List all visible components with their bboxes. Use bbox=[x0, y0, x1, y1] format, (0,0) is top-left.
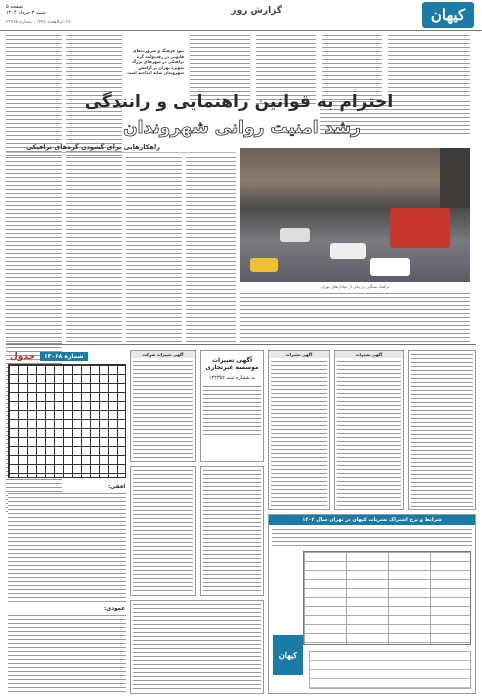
ad-title: آگهی تغییرات موسسه غیرتجاری bbox=[205, 357, 259, 371]
crossword-vertical-label: عمودی: bbox=[104, 606, 125, 612]
notice-title: شرایط و نرخ اشتراک نشریات کیهان در تهران سال ۱۴۰۴ bbox=[269, 515, 475, 525]
notice-form bbox=[309, 651, 471, 689]
ad-body-lines bbox=[411, 353, 473, 507]
photo-car bbox=[330, 243, 366, 259]
ad-body-lines bbox=[133, 603, 261, 691]
crossword-grid bbox=[8, 364, 126, 478]
crossword-vertical-clues bbox=[8, 614, 126, 694]
masthead-rule bbox=[0, 30, 482, 31]
kicker: نبود فرهنگ و ضرورت‌های قانونی در رفت‌وآمد گره ترافیکی در شهرهای بزرگ به‌ویژه تهران بر آرامش شهروندان سایه انداخته است bbox=[127, 48, 184, 75]
subhead: راهکارهایی برای گشودن گره‌های ترافیکی bbox=[25, 143, 160, 151]
ad-body-lines bbox=[203, 385, 261, 435]
page-number: صفحه ۵ bbox=[6, 4, 23, 10]
ad-box bbox=[408, 350, 476, 510]
photo-car bbox=[370, 258, 410, 276]
ad-box bbox=[200, 350, 264, 462]
ad-title: آگهی تغییرات bbox=[335, 351, 403, 358]
section-title: گزارش روز bbox=[231, 6, 282, 16]
ad-title: آگهی تغییرات شرکت bbox=[131, 351, 195, 358]
ad-body-lines bbox=[133, 360, 193, 460]
lower-article-d bbox=[186, 156, 236, 342]
notice-logo: کیهان bbox=[273, 635, 303, 675]
headline-line1: احترام به قوانین راهنمایی و رانندگی bbox=[84, 92, 394, 112]
ad-box bbox=[130, 466, 196, 596]
lower-article-a bbox=[6, 156, 62, 342]
notice-table bbox=[303, 551, 471, 645]
date-lunar: ۲۶ ذی‌القعده ۱۴۴۶ - شماره ۲۳۹۶۵ bbox=[6, 20, 71, 25]
ad-box bbox=[200, 466, 264, 596]
ad-body-lines bbox=[337, 360, 401, 508]
section-divider bbox=[6, 344, 476, 345]
traffic-photo bbox=[240, 148, 470, 282]
subhead-rule bbox=[6, 152, 236, 153]
photo-side-text bbox=[240, 292, 470, 342]
date-solar: شنبه ۳ خرداد ۱۴۰۴ bbox=[6, 10, 46, 16]
lower-article-c bbox=[126, 156, 182, 342]
lower-article-b bbox=[66, 156, 122, 342]
masthead bbox=[0, 0, 482, 34]
ad-body-lines bbox=[271, 360, 327, 508]
article-column-4 bbox=[190, 34, 250, 100]
ad-body-lines bbox=[203, 469, 261, 593]
crossword-horizontal-label: افقی: bbox=[108, 484, 126, 490]
photo-car bbox=[280, 228, 310, 242]
photo-bus bbox=[390, 208, 450, 248]
ad-box bbox=[130, 350, 196, 462]
photo-car bbox=[250, 258, 278, 272]
ad-box bbox=[334, 350, 404, 510]
notice-text bbox=[272, 528, 472, 548]
photo-caption: ترافیک سنگین در یکی از خیابان‌های تهران bbox=[320, 284, 390, 289]
crossword-title: جدول bbox=[10, 352, 36, 362]
headline-line2: رشد امنیت روانی شهروندان bbox=[123, 118, 361, 138]
ad-box bbox=[268, 350, 330, 510]
crossword-horizontal-clues bbox=[8, 492, 126, 602]
ad-title: آگهی تغییرات bbox=[269, 351, 329, 358]
subscription-notice bbox=[268, 514, 476, 694]
ad-body-lines bbox=[133, 469, 193, 593]
ad-body: به شماره ثبت ۱۴۲۳۵۲ bbox=[208, 375, 256, 381]
photo-building bbox=[440, 148, 470, 208]
article-column-2 bbox=[322, 34, 382, 100]
brand-logo: کیهان bbox=[422, 2, 474, 28]
article-column-right bbox=[388, 34, 470, 98]
crossword-number: شماره ۱۳۰۶۸ bbox=[40, 352, 88, 361]
ad-box bbox=[130, 600, 264, 694]
